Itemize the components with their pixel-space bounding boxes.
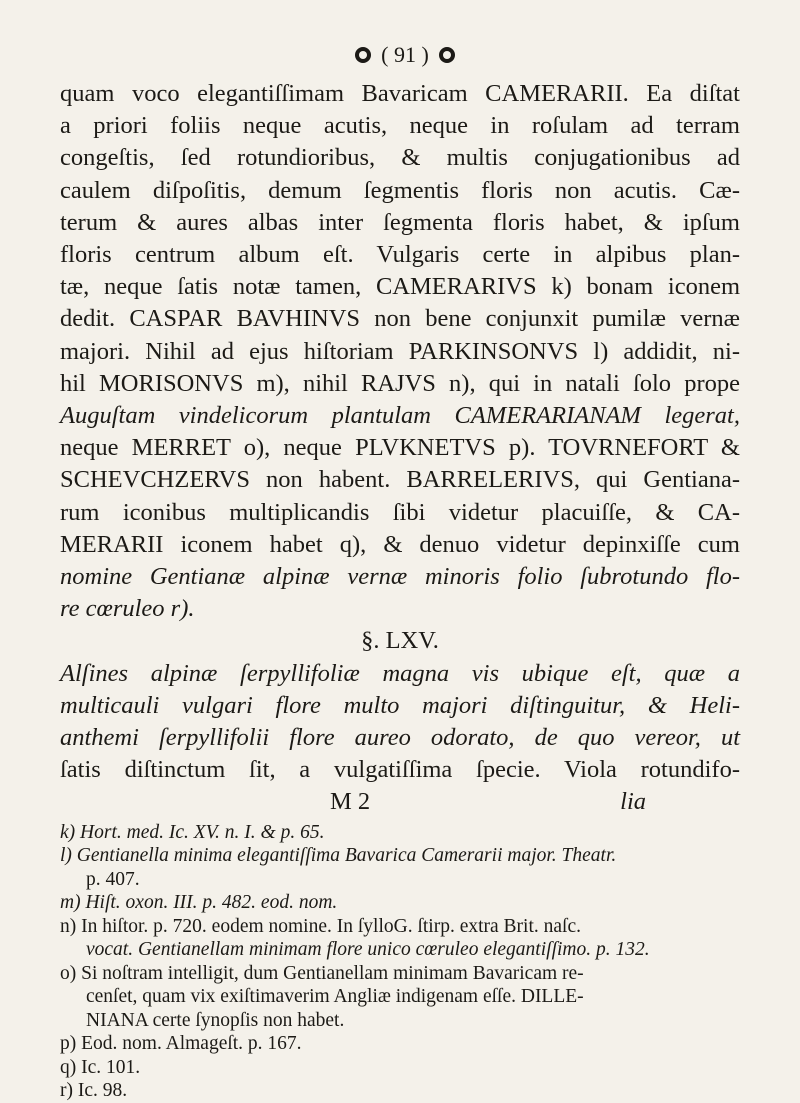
footnote: n) In hiſtor. p. 720. eodem nomine. In ſylloG. ſtirp. extra Brit. naſc. — [60, 915, 581, 937]
text-line: dedit. CASPAR BAVHINVS non bene conjunxit pumilæ vernæ — [60, 305, 740, 333]
text-line: nomine Gentianæ alpinæ vernæ minoris folio ſubrotundo flo- — [60, 563, 740, 591]
footnote: m) Hiſt. oxon. III. p. 482. eod. nom. — [60, 892, 338, 914]
ornament-icon — [439, 47, 455, 63]
text-line: tæ, neque ſatis notæ tamen, CAMERARIVS k) bonam iconem — [60, 273, 740, 301]
text-line: hil MORISONVS m), nihil RAJVS n), qui in natali ſolo prope — [60, 369, 740, 397]
footnote: l) Gentianella minima elegantiſſima Bavarica Camerarii major. Theatr. — [60, 845, 617, 867]
footnote: k) Hort. med. Ic. XV. n. I. & p. 65. — [60, 821, 325, 843]
text-line: a priori foliis neque acutis, neque in roſulam ad terram — [60, 112, 740, 140]
signature-mark: M 2 — [330, 788, 371, 816]
section-heading: §. LXV. — [361, 627, 439, 655]
footnote: r) Ic. 98. — [60, 1080, 128, 1102]
text-line: Alſines alpinæ ſerpyllifoliæ magna vis ubique eſt, quæ a — [60, 659, 740, 687]
footnote: vocat. Gentianellam minimam flore unico cœruleo elegantiſſimo. p. 132. — [86, 939, 650, 961]
text-line: caulem diſpoſitis, demum ſegmentis floris non acutis. Cæ- — [60, 176, 740, 204]
footnote: o) Si noſtram intelligit, dum Gentianellam minimam Bavaricam re- — [60, 962, 584, 984]
text-line: quam voco elegantiſſimam Bavaricam CAMERARII. Ea diſtat — [60, 80, 740, 107]
text-line: multicauli vulgari flore multo majori diſtinguitur, & Heli- — [60, 691, 740, 719]
footnotes — [60, 821, 740, 1103]
text-line: majori. Nihil ad ejus hiſtoriam PARKINSONVS l) addidit, ni- — [60, 337, 740, 365]
text-line: SCHEVCHZERVS non habent. BARRELERIVS, qui Gentiana- — [60, 466, 740, 494]
text-line: Auguſtam vindelicorum plantulam CAMERARIANAM legerat, — [60, 402, 740, 430]
text-line: anthemi ſerpyllifolii flore aureo odorato, de quo vereor, ut — [60, 724, 740, 752]
text-line: congeſtis, ſed rotundioribus, & multis conjugationibus ad — [60, 144, 740, 172]
text-line: ſatis diſtinctum ſit, a vulgatiſſima ſpecie. Viola rotundifo- — [60, 756, 740, 784]
page-number: ( 91 ) — [381, 42, 429, 67]
page-header — [70, 38, 740, 72]
footnote: p. 407. — [86, 868, 140, 890]
catchword: lia — [620, 788, 647, 816]
text-line: rum iconibus multiplicandis ſibi videtur placuiſſe, & CA- — [60, 498, 740, 526]
body-text — [60, 78, 740, 819]
signature-line — [60, 786, 740, 818]
text-line: floris centrum album eſt. Vulgaris certe in alpibus plan- — [60, 241, 740, 269]
text-line: MERARII iconem habet q), & denuo videtur depinxiſſe cum — [60, 530, 740, 558]
text-line: re cœruleo r). — [60, 595, 195, 623]
text-line: neque MERRET o), neque PLVKNETVS p). TOVRNEFORT & — [60, 434, 740, 462]
text-line: terum & aures albas inter ſegmenta floris habet, & ipſum — [60, 208, 740, 236]
footnote: q) Ic. 101. — [60, 1056, 141, 1078]
footnote: NIANA certe ſynopſis non habet. — [86, 1009, 345, 1031]
ornament-icon — [355, 47, 371, 63]
footnote: p) Eod. nom. Almageſt. p. 167. — [60, 1033, 302, 1055]
footnote: cenſet, quam vix exiſtimaverim Angliæ indigenam eſſe. DILLE- — [86, 986, 584, 1008]
